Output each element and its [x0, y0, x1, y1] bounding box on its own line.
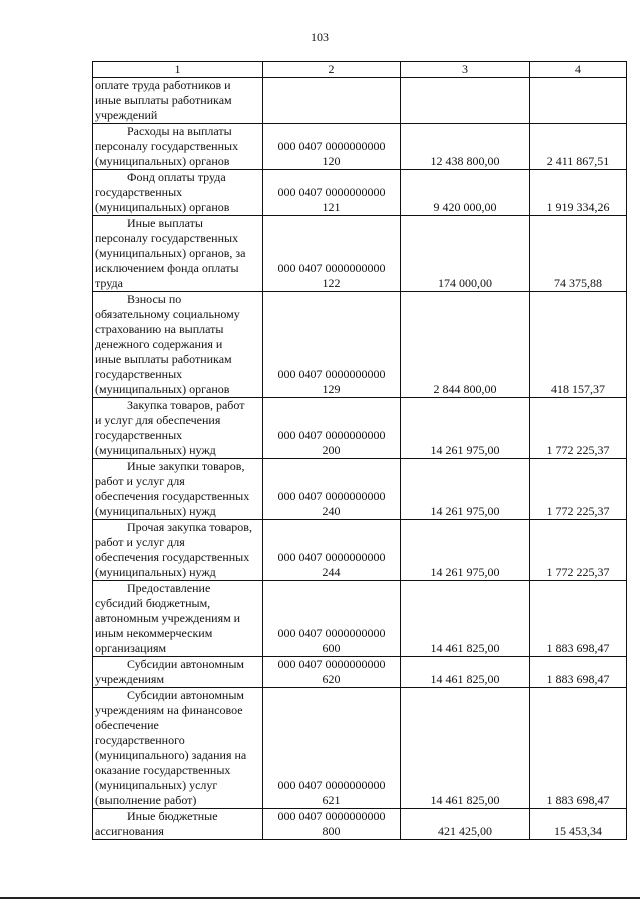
- row-sum-fact: 1 772 225,37: [530, 398, 627, 459]
- row-name-line: (муниципальных) органов: [95, 200, 230, 214]
- row-code: [263, 124, 401, 170]
- row-code: [263, 170, 401, 216]
- header-col-3: 3: [401, 62, 530, 78]
- row-name-line: Субсидии автономным: [127, 657, 244, 671]
- row-code-line2: 200: [322, 443, 341, 457]
- row-name: [93, 688, 263, 809]
- row-code: [263, 459, 401, 520]
- row-code: [263, 520, 401, 581]
- row-name-line: Закупка товаров, работ: [127, 398, 245, 412]
- row-code-line2: 600: [322, 641, 341, 655]
- table-row: [93, 459, 627, 520]
- row-name-line: государственных: [95, 428, 183, 442]
- row-code-line1: 000 0407 0000000000: [277, 550, 386, 564]
- row-sum-fact: 418 157,37: [530, 292, 627, 398]
- row-sum-plan: 174 000,00: [401, 216, 530, 292]
- row-sum-fact: 74 375,88: [530, 216, 627, 292]
- row-name-line: Иные бюджетные: [127, 809, 218, 823]
- row-name-line: Фонд оплаты труда: [127, 170, 226, 184]
- row-name-line: персоналу государственных: [95, 139, 239, 153]
- row-sum-fact: 1 919 334,26: [530, 170, 627, 216]
- table-row: [93, 216, 627, 292]
- row-name: [93, 459, 263, 520]
- row-code: [263, 688, 401, 809]
- row-sum-fact: 1 883 698,47: [530, 657, 627, 688]
- row-sum-fact: 1 883 698,47: [530, 581, 627, 657]
- row-sum-fact: 1 772 225,37: [530, 520, 627, 581]
- row-name-line: Иные закупки товаров,: [127, 459, 245, 473]
- row-name-line: организациям: [95, 641, 167, 655]
- row-name: [93, 216, 263, 292]
- row-sum-plan: [401, 78, 530, 124]
- row-sum-plan: 14 261 975,00: [401, 520, 530, 581]
- row-code-line1: 000 0407 0000000000: [277, 778, 386, 792]
- row-name-line: Субсидии автономным: [127, 688, 244, 702]
- row-code: [263, 398, 401, 459]
- row-name: [93, 657, 263, 688]
- row-name-line: (муниципальных) услуг: [95, 778, 218, 792]
- row-sum-fact: [530, 78, 627, 124]
- row-code-line1: 000 0407 0000000000: [277, 139, 386, 153]
- row-sum-plan: 14 261 975,00: [401, 398, 530, 459]
- row-code-line2: 129: [322, 382, 341, 396]
- row-sum-plan: 9 420 000,00: [401, 170, 530, 216]
- row-name-line: ассигнования: [95, 824, 164, 838]
- row-sum-fact: 1 883 698,47: [530, 688, 627, 809]
- row-name-line: государственного: [95, 733, 185, 747]
- row-name-line: государственных: [95, 367, 183, 381]
- row-name: [93, 581, 263, 657]
- row-code-line2: 120: [322, 154, 341, 168]
- table-row: [93, 292, 627, 398]
- row-code-line1: 000 0407 0000000000: [277, 261, 386, 275]
- row-name-line: обеспечения государственных: [95, 550, 250, 564]
- table-row: [93, 809, 627, 840]
- row-name-line: государственных: [95, 185, 183, 199]
- row-name-line: оплате труда работников и: [95, 78, 231, 92]
- row-name-line: иным некоммерческим: [95, 626, 213, 640]
- row-sum-plan: 14 461 825,00: [401, 657, 530, 688]
- row-name-line: (муниципальных) нужд: [95, 443, 216, 457]
- row-name-line: Прочая закупка товаров,: [127, 520, 252, 534]
- row-name-line: работ и услуг для: [95, 535, 185, 549]
- table-row: [93, 520, 627, 581]
- row-sum-fact: 1 772 225,37: [530, 459, 627, 520]
- row-sum-plan: 14 261 975,00: [401, 459, 530, 520]
- row-name-line: (муниципальных) органов: [95, 382, 230, 396]
- row-name-line: и услуг для обеспечения: [95, 413, 221, 427]
- row-code-line2: 121: [322, 200, 341, 214]
- row-name-line: (выполнение работ): [95, 793, 197, 807]
- row-code-line1: 000 0407 0000000000: [277, 657, 386, 671]
- table-row: [93, 688, 627, 809]
- table-row: [93, 170, 627, 216]
- row-name-line: оказание государственных: [95, 763, 231, 777]
- row-code: [263, 657, 401, 688]
- row-sum-plan: 14 461 825,00: [401, 581, 530, 657]
- row-code-line1: 000 0407 0000000000: [277, 489, 386, 503]
- row-name: [93, 398, 263, 459]
- row-code: [263, 216, 401, 292]
- row-code: [263, 292, 401, 398]
- row-name-line: денежного содержания и: [95, 337, 223, 351]
- row-name-line: страхованию на выплаты: [95, 322, 224, 336]
- row-name-line: обеспечения государственных: [95, 489, 250, 503]
- row-sum-plan: 421 425,00: [401, 809, 530, 840]
- row-name-line: (муниципального) задания на: [95, 748, 247, 762]
- row-name: [93, 520, 263, 581]
- row-code: [263, 809, 401, 840]
- header-col-4: 4: [530, 62, 627, 78]
- header-col-2: 2: [263, 62, 401, 78]
- row-name-line: обеспечение: [95, 718, 159, 732]
- row-name-line: Предоставление: [127, 581, 211, 595]
- row-code-line1: 000 0407 0000000000: [277, 185, 386, 199]
- row-name-line: учреждениям на финансовое: [95, 703, 243, 717]
- row-name-line: (муниципальных) нужд: [95, 565, 216, 579]
- row-code-line1: 000 0407 0000000000: [277, 809, 386, 823]
- row-name-line: учреждений: [95, 108, 158, 122]
- row-sum-fact: 2 411 867,51: [530, 124, 627, 170]
- row-code-line2: 620: [322, 672, 341, 686]
- row-name-line: иные выплаты работникам: [95, 352, 232, 366]
- row-code-line2: 240: [322, 504, 341, 518]
- table-row: [93, 124, 627, 170]
- row-name: [93, 124, 263, 170]
- row-code-line1: 000 0407 0000000000: [277, 428, 386, 442]
- row-name-line: учреждениям: [95, 672, 165, 686]
- row-code-line2: 244: [322, 565, 341, 579]
- page-number: 103: [311, 30, 329, 44]
- row-sum-plan: 2 844 800,00: [401, 292, 530, 398]
- table-row: [93, 581, 627, 657]
- row-code: [263, 78, 401, 124]
- row-name-line: Расходы на выплаты: [127, 124, 232, 138]
- bottom-rule: [0, 897, 640, 899]
- header-col-1: 1: [93, 62, 263, 78]
- row-code-line2: 122: [322, 276, 341, 290]
- row-code-line1: 000 0407 0000000000: [277, 367, 386, 381]
- table-header-row: [93, 62, 627, 78]
- row-name-line: обязательному социальному: [95, 307, 240, 321]
- row-name-line: работ и услуг для: [95, 474, 185, 488]
- row-name-line: персоналу государственных: [95, 231, 239, 245]
- row-name: [93, 78, 263, 124]
- row-name-line: субсидий бюджетным,: [95, 596, 211, 610]
- row-code-line1: 000 0407 0000000000: [277, 626, 386, 640]
- row-name: [93, 809, 263, 840]
- row-sum-plan: 14 461 825,00: [401, 688, 530, 809]
- table-row: [93, 657, 627, 688]
- row-code-line2: 621: [322, 793, 341, 807]
- row-name-line: (муниципальных) нужд: [95, 504, 216, 518]
- row-name: [93, 292, 263, 398]
- row-name-line: (муниципальных) органов, за: [95, 246, 246, 260]
- row-name-line: исключением фонда оплаты: [95, 261, 239, 275]
- row-name: [93, 170, 263, 216]
- row-name-line: автономным учреждениям и: [95, 611, 241, 625]
- row-name-line: иные выплаты работникам: [95, 93, 232, 107]
- budget-table: [92, 61, 627, 840]
- row-code: [263, 581, 401, 657]
- row-name-line: Иные выплаты: [127, 216, 203, 230]
- row-sum-fact: 15 453,34: [530, 809, 627, 840]
- row-code-line2: 800: [322, 824, 341, 838]
- row-name-line: Взносы по: [127, 292, 182, 306]
- table-row: [93, 398, 627, 459]
- table-row: [93, 78, 627, 124]
- row-name-line: труда: [95, 276, 123, 290]
- row-sum-plan: 12 438 800,00: [401, 124, 530, 170]
- row-name-line: (муниципальных) органов: [95, 154, 230, 168]
